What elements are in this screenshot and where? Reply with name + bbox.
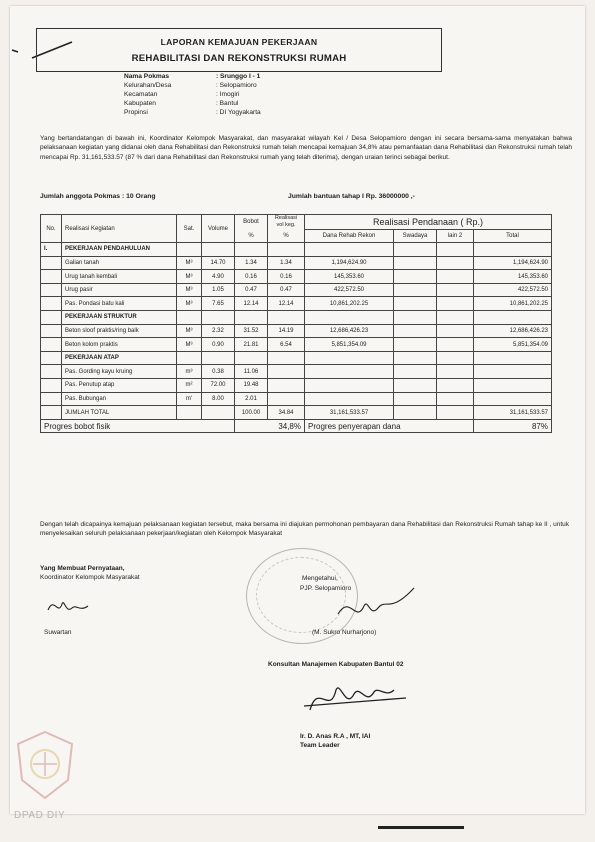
cell-total	[474, 351, 552, 365]
consultant-role: Team Leader	[300, 742, 340, 749]
cell-sat	[177, 406, 202, 420]
cell-bobot: 0.16	[235, 270, 268, 284]
cell-dana: 12,686,426.23	[305, 324, 394, 338]
table-row	[41, 379, 552, 393]
closing-paragraph: Dengan telah dicapainya kemajuan pelaksanaan kegiatan tersebut, maka bersama ini diajukan permohonan pembayaran dana Rehabilitasi dan Rekonstruksi Rumah tahap ke II , untuk menyelesaikan seluruh pelaksanaan pekerjaan/kegiatan oleh Kelompok Masyarakat	[40, 521, 569, 538]
cell-realisasi: 34.84	[268, 406, 305, 420]
col-bobot: Bobot	[235, 215, 268, 230]
col-bobot-unit: %	[235, 229, 268, 243]
cell-lain	[437, 406, 474, 420]
cell-bobot	[235, 243, 268, 257]
report-subtitle: REHABILITASI DAN REKONSTRUKSI RUMAH	[131, 53, 347, 64]
identity-info	[124, 72, 261, 117]
col-no: No.	[41, 215, 62, 243]
cell-total	[474, 365, 552, 379]
info-row: Propinsi : DI Yogyakarta	[124, 109, 261, 116]
cell-swadaya	[394, 270, 437, 284]
cell-total: 5,851,354.09	[474, 338, 552, 352]
cell-bobot: 0.47	[235, 283, 268, 297]
col-lain: lain 2	[437, 229, 474, 243]
cell-total	[474, 379, 552, 393]
cell-volume	[202, 243, 235, 257]
col-kegiatan: Realisasi Kegiatan	[62, 215, 177, 243]
info-row: Kelurahan/Desa : Selopamioro	[124, 82, 257, 89]
cell-item: Galian tanah	[62, 256, 177, 270]
cell-no	[41, 311, 62, 325]
cell-item: PEKERJAAN STRUKTUR	[62, 311, 177, 325]
cell-realisasi: 14.19	[268, 324, 305, 338]
cell-item: Pas. Pondasi batu kali	[62, 297, 177, 311]
table-row	[41, 365, 552, 379]
cell-total	[474, 243, 552, 257]
cell-lain	[437, 270, 474, 284]
cell-item: Urug tanah kembali	[62, 270, 177, 284]
cell-item: Pas. Gording kayu kruing	[62, 365, 177, 379]
left-sign-title: Yang Membuat Pernyataan,	[40, 565, 125, 572]
progress-fisik-value: 34,8%	[235, 419, 305, 433]
cell-dana	[305, 351, 394, 365]
cell-lain	[437, 297, 474, 311]
cell-dana: 31,161,533.57	[305, 406, 394, 420]
cell-lain	[437, 256, 474, 270]
col-dana: Dana Rehab Rekon	[305, 229, 394, 243]
col-swadaya: Swadaya	[394, 229, 437, 243]
cell-volume: 1.05	[202, 283, 235, 297]
cell-no	[41, 351, 62, 365]
cell-item: JUMLAH TOTAL	[62, 406, 177, 420]
cell-swadaya	[394, 338, 437, 352]
cell-lain	[437, 379, 474, 393]
cell-item: Pas. Bubungan	[62, 392, 177, 406]
funding-amount: Jumlah bantuan tahap I Rp. 36000000 ,-	[288, 193, 415, 200]
cell-lain	[437, 338, 474, 352]
cell-sat	[177, 351, 202, 365]
info-row: Kecamatan : Imogiri	[124, 91, 240, 98]
cell-dana: 5,851,354.09	[305, 338, 394, 352]
cell-sat	[177, 243, 202, 257]
cell-sat: m³	[177, 365, 202, 379]
cell-lain	[437, 243, 474, 257]
table-row	[41, 283, 552, 297]
cell-no	[41, 283, 62, 297]
info-row: Nama Pokmas : Srunggo I - 1	[124, 73, 261, 80]
cell-lain	[437, 311, 474, 325]
cell-dana: 10,861,202.25	[305, 297, 394, 311]
cell-swadaya	[394, 379, 437, 393]
cell-dana: 145,353.60	[305, 270, 394, 284]
right-signature-icon	[330, 584, 420, 628]
cell-no	[41, 297, 62, 311]
cell-bobot	[235, 351, 268, 365]
left-sign-name: Suwartan	[44, 629, 72, 636]
cell-total	[474, 311, 552, 325]
cell-realisasi: 0.47	[268, 283, 305, 297]
cell-swadaya	[394, 283, 437, 297]
section-row	[41, 351, 552, 365]
cell-no	[41, 256, 62, 270]
cell-sat: M³	[177, 297, 202, 311]
cell-volume: 8.00	[202, 392, 235, 406]
cell-dana	[305, 311, 394, 325]
cell-volume: 0.38	[202, 365, 235, 379]
cell-no	[41, 324, 62, 338]
cell-bobot: 31.52	[235, 324, 268, 338]
cell-sat: M³	[177, 270, 202, 284]
cell-volume: 0.90	[202, 338, 235, 352]
intro-paragraph: Yang bertandatangan di bawah ini, Koordinator Kelompok Masyarakat, dan masyarakat wilayah Kel / Desa Selopamioro dengan ini secara bersama-sama menyatakan bahwa pelaksanaan kegiatan yang didanai oleh dana Rehabilitasi dan Rekonstruksi rumah telah mencapai kemajuan 34,8% atau pemanfaatan dana Rehabilitasi dan Rekonstruksi rumah telah mencapai Rp. 31,161,533.57 (87 % dari dana Rehabilitasi dan Rekonstruksi rumah yang telah diterima), dengan uraian terinci sebagai berikut.	[40, 135, 572, 161]
cell-no: I.	[41, 243, 62, 257]
members-count: Jumlah anggota Pokmas : 10 Orang	[40, 193, 156, 200]
cell-swadaya	[394, 392, 437, 406]
cell-total: 31,161,533.57	[474, 406, 552, 420]
consultant-name: Ir. D. Anas R.A , MT, IAI	[300, 733, 371, 740]
cell-dana	[305, 392, 394, 406]
cell-swadaya	[394, 311, 437, 325]
cell-realisasi	[268, 243, 305, 257]
progress-dana-label: Progres penyerapan dana	[305, 419, 474, 433]
cell-volume: 14.70	[202, 256, 235, 270]
cell-lain	[437, 283, 474, 297]
cell-no	[41, 270, 62, 284]
cell-total: 12,686,426.23	[474, 324, 552, 338]
cell-sat: M³	[177, 256, 202, 270]
info-row: Kabupaten : Bantul	[124, 100, 239, 107]
cell-sat: M³	[177, 338, 202, 352]
progress-row	[41, 419, 552, 433]
bottom-bar	[378, 826, 464, 829]
col-pendanaan: Realisasi Pendanaan ( Rp.)	[305, 215, 552, 230]
cell-realisasi	[268, 392, 305, 406]
cell-volume: 2.32	[202, 324, 235, 338]
cell-volume	[202, 406, 235, 420]
table-body	[41, 243, 552, 420]
archive-logo-icon	[14, 730, 76, 800]
cell-bobot: 12.14	[235, 297, 268, 311]
cell-item: PEKERJAAN PENDAHULUAN	[62, 243, 177, 257]
cell-realisasi	[268, 351, 305, 365]
col-realisasi: Realisasi vol keg.	[268, 215, 305, 230]
cell-realisasi	[268, 311, 305, 325]
cell-total: 1,194,624.90	[474, 256, 552, 270]
cell-sat: M³	[177, 283, 202, 297]
table-row	[41, 270, 552, 284]
cell-realisasi: 12.14	[268, 297, 305, 311]
cell-bobot: 100.00	[235, 406, 268, 420]
cell-realisasi: 1.34	[268, 256, 305, 270]
cell-lain	[437, 351, 474, 365]
cell-dana	[305, 379, 394, 393]
cell-swadaya	[394, 406, 437, 420]
cell-total	[474, 392, 552, 406]
progress-fisik-label: Progres bobot fisik	[41, 419, 235, 433]
cell-lain	[437, 324, 474, 338]
cell-volume: 4.90	[202, 270, 235, 284]
table-row	[41, 256, 552, 270]
cell-total: 145,353.60	[474, 270, 552, 284]
cell-lain	[437, 392, 474, 406]
cell-swadaya	[394, 297, 437, 311]
cell-sat: m'	[177, 392, 202, 406]
report-title: LAPORAN KEMAJUAN PEKERJAAN	[160, 37, 318, 47]
cell-realisasi	[268, 365, 305, 379]
col-realisasi-unit: %	[268, 229, 305, 243]
cell-item: Pas. Penutup atap	[62, 379, 177, 393]
cell-dana	[305, 243, 394, 257]
right-sign-title: Mengetahui,	[302, 575, 338, 582]
cell-swadaya	[394, 365, 437, 379]
cell-sat	[177, 311, 202, 325]
table-row	[41, 324, 552, 338]
consultant-title: Konsultan Manajemen Kabupaten Bantul 02	[268, 661, 404, 668]
cell-item: Beton kolom praktis	[62, 338, 177, 352]
consultant-signature-icon	[300, 676, 410, 726]
section-row	[41, 311, 552, 325]
left-sign-role: Koordinator Kelompok Masyarakat	[40, 574, 140, 581]
cell-sat: m²	[177, 379, 202, 393]
cell-no	[41, 392, 62, 406]
title-box	[36, 28, 442, 72]
cell-bobot: 11.06	[235, 365, 268, 379]
progress-dana-value: 87%	[474, 419, 552, 433]
cell-volume	[202, 311, 235, 325]
cell-item: PEKERJAAN ATAP	[62, 351, 177, 365]
cell-item: Urug pasir	[62, 283, 177, 297]
cell-no	[41, 379, 62, 393]
cell-bobot: 2.01	[235, 392, 268, 406]
cell-no	[41, 406, 62, 420]
right-sign-name: (M. Sukro Nurharjono)	[312, 629, 377, 636]
cell-total: 10,861,202.25	[474, 297, 552, 311]
cell-swadaya	[394, 351, 437, 365]
cell-dana: 1,194,624.90	[305, 256, 394, 270]
progress-table	[40, 214, 552, 433]
cell-volume	[202, 351, 235, 365]
cell-realisasi: 0.16	[268, 270, 305, 284]
cell-no	[41, 365, 62, 379]
cell-bobot: 21.81	[235, 338, 268, 352]
cell-lain	[437, 365, 474, 379]
cell-volume: 7.65	[202, 297, 235, 311]
table-row	[41, 406, 552, 420]
left-signature-block	[40, 564, 140, 582]
table-row	[41, 392, 552, 406]
cell-realisasi: 6.54	[268, 338, 305, 352]
cell-no	[41, 338, 62, 352]
cell-dana: 422,572.50	[305, 283, 394, 297]
left-signature-icon	[44, 594, 94, 620]
cell-swadaya	[394, 256, 437, 270]
watermark-text: DPAD DIY	[14, 810, 66, 821]
col-sat: Sat.	[177, 215, 202, 243]
cell-realisasi	[268, 379, 305, 393]
cell-dana	[305, 365, 394, 379]
cell-swadaya	[394, 324, 437, 338]
right-sign-role: PJP. Selopamioro	[300, 585, 352, 592]
col-total: Total	[474, 229, 552, 243]
cell-total: 422,572.50	[474, 283, 552, 297]
col-volume: Volume	[202, 215, 235, 243]
cell-bobot: 19.48	[235, 379, 268, 393]
cell-bobot	[235, 311, 268, 325]
cell-bobot: 1.34	[235, 256, 268, 270]
cell-volume: 72.00	[202, 379, 235, 393]
table-row	[41, 297, 552, 311]
cell-sat: M³	[177, 324, 202, 338]
table-row	[41, 338, 552, 352]
cell-item: Beton sloof praktis/ring balk	[62, 324, 177, 338]
section-row	[41, 243, 552, 257]
cell-swadaya	[394, 243, 437, 257]
